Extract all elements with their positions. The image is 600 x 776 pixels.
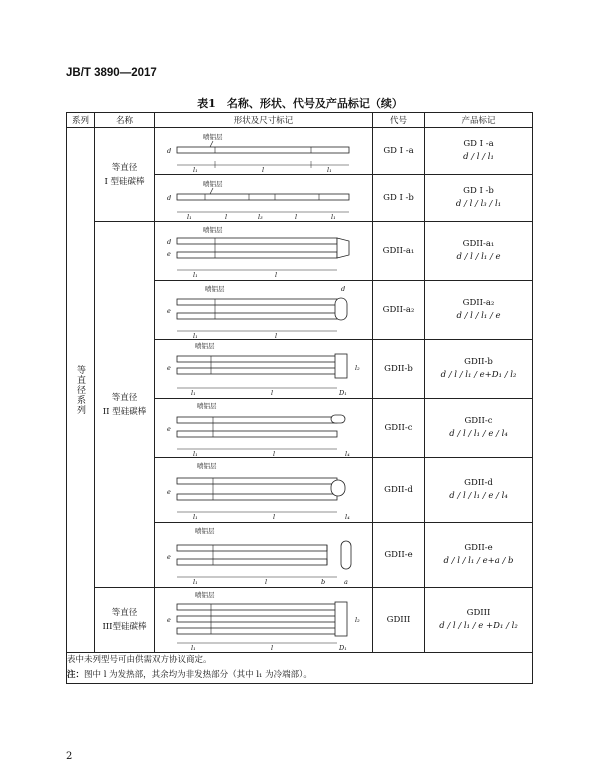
- svg-text:l₁: l₁: [331, 213, 336, 221]
- series-cell: [67, 128, 95, 653]
- table-caption: 表1 名称、形状、代号及产品标记（续）: [197, 97, 403, 110]
- svg-text:l₁: l₁: [327, 166, 332, 174]
- rod-diagram: [155, 340, 373, 398]
- code-cell: GDII-a₁: [373, 222, 425, 281]
- svg-text:l₂: l₂: [355, 616, 360, 624]
- svg-text:喷铝层: 喷铝层: [197, 402, 217, 410]
- group-name: 等直径 III型硅碳棒: [95, 588, 155, 653]
- mark-cell: GD I -a d / l / l₁: [425, 128, 533, 175]
- svg-text:l: l: [265, 578, 268, 586]
- svg-text:l₁: l₁: [193, 166, 198, 174]
- svg-text:e: e: [167, 425, 171, 433]
- svg-text:喷铝层: 喷铝层: [195, 527, 215, 535]
- svg-text:l: l: [273, 450, 276, 457]
- svg-text:b: b: [321, 578, 326, 586]
- shape-figure: [155, 340, 372, 398]
- svg-text:d: d: [341, 285, 346, 293]
- rod-diagram: [155, 458, 373, 522]
- code-cell: GD I -b: [373, 175, 425, 222]
- rod-diagram: [155, 399, 373, 457]
- svg-text:l₄: l₄: [345, 513, 350, 521]
- code-cell: GDII-e: [373, 523, 425, 588]
- code-cell: GDII-b: [373, 340, 425, 399]
- svg-text:d: d: [167, 147, 172, 155]
- rod-diagram: [155, 281, 373, 339]
- svg-text:l: l: [225, 213, 228, 221]
- svg-text:l: l: [295, 213, 298, 221]
- table-header-row: [67, 113, 533, 128]
- code-cell: GDIII: [373, 588, 425, 653]
- table-row: [67, 588, 533, 653]
- shape-figure: [155, 458, 372, 522]
- table-row: [67, 128, 533, 175]
- svg-text:d: d: [167, 194, 172, 202]
- shape-figure: [155, 523, 372, 587]
- mark-cell: GDII-c d / l / l₁ / e / l₄: [425, 399, 533, 458]
- col-header-code: 代号: [373, 113, 425, 128]
- svg-text:l: l: [262, 166, 265, 174]
- shape-figure: [155, 281, 372, 339]
- mark-cell: GDII-a₂ d / l / l₁ / e: [425, 281, 533, 340]
- svg-text:喷铝层: 喷铝层: [205, 285, 225, 293]
- mark-cell: GDII-e d / l / l₁ / e+a / b: [425, 523, 533, 588]
- code-cell: GDII-c: [373, 399, 425, 458]
- rod-diagram: [155, 588, 373, 652]
- svg-text:D₁: D₁: [339, 644, 347, 652]
- table-row: [67, 222, 533, 281]
- shape-figure: [155, 399, 372, 457]
- mark-cell: GDII-d d / l / l₁ / e / l₄: [425, 458, 533, 523]
- standard-code: JB/T 3890—2017: [66, 67, 157, 79]
- rod-diagram: [155, 523, 373, 587]
- col-header-shape: 形状及尺寸标记: [155, 113, 373, 128]
- svg-text:l₂: l₂: [355, 364, 360, 372]
- page-number: 2: [66, 751, 73, 762]
- rod-diagram: [155, 222, 373, 280]
- svg-text:l₄: l₄: [345, 450, 350, 457]
- group-name: 等直径 I 型硅碳棒: [95, 128, 155, 222]
- rod-diagram: [155, 128, 373, 174]
- series-label: 等直径系列: [75, 365, 85, 415]
- svg-text:喷铝层: 喷铝层: [203, 226, 223, 234]
- mark-cell: GDII-b d / l / l₁ / e+D₁ / l₂: [425, 340, 533, 399]
- mark-cell: GDII-a₁ d / l / l₁ / e: [425, 222, 533, 281]
- svg-text:l₁: l₁: [193, 513, 198, 521]
- col-header-mark: 产品标记: [425, 113, 533, 128]
- svg-text:喷铝层: 喷铝层: [195, 591, 215, 599]
- svg-text:l: l: [271, 644, 274, 652]
- svg-text:l₃: l₃: [258, 213, 263, 221]
- svg-text:l₁: l₁: [193, 332, 198, 339]
- rod-diagram: [155, 175, 373, 221]
- shape-figure: [155, 222, 372, 280]
- svg-text:喷铝层: 喷铝层: [197, 462, 217, 470]
- shape-figure: [155, 588, 372, 652]
- svg-text:l: l: [275, 332, 278, 339]
- shape-figure: [155, 128, 372, 174]
- code-cell: GD I -a: [373, 128, 425, 175]
- svg-text:e: e: [167, 488, 171, 496]
- product-table: [66, 112, 533, 684]
- svg-text:l₁: l₁: [191, 389, 196, 397]
- mark-cell: GDIII d / l / l₁ / e +D₁ / l₂: [425, 588, 533, 653]
- svg-text:l: l: [273, 513, 276, 521]
- note-1: 表中未列型号可由供需双方协议商定。: [67, 655, 212, 665]
- svg-text:e: e: [167, 364, 171, 372]
- svg-text:l₁: l₁: [193, 450, 198, 457]
- svg-text:l₁: l₁: [193, 271, 198, 279]
- svg-text:l: l: [275, 271, 278, 279]
- svg-text:喷铝层: 喷铝层: [203, 180, 223, 188]
- svg-text:l: l: [271, 389, 274, 397]
- svg-text:D₁: D₁: [339, 389, 347, 397]
- code-cell: GDII-a₂: [373, 281, 425, 340]
- svg-text:喷铝层: 喷铝层: [195, 342, 215, 350]
- svg-text:e: e: [167, 616, 171, 624]
- svg-text:l₁: l₁: [187, 213, 192, 221]
- svg-text:e: e: [167, 250, 171, 258]
- col-header-name: 名称: [95, 113, 155, 128]
- notes-cell: [67, 653, 533, 684]
- svg-text:e: e: [167, 307, 171, 315]
- svg-text:a: a: [344, 578, 348, 586]
- svg-text:e: e: [167, 553, 171, 561]
- shape-figure: [155, 175, 372, 221]
- svg-text:l₁: l₁: [193, 578, 198, 586]
- svg-text:l₁: l₁: [191, 644, 196, 652]
- notes-row: [67, 653, 533, 684]
- svg-text:d: d: [167, 238, 172, 246]
- code-cell: GDII-d: [373, 458, 425, 523]
- note-2: 注：图中 l 为发热部，其余均为非发热部分（其中 l₁ 为冷端部）。: [67, 670, 312, 680]
- col-header-series: 系列: [67, 113, 95, 128]
- svg-text:喷铝层: 喷铝层: [203, 133, 223, 141]
- group-name: 等直径 II 型硅碳棒: [95, 222, 155, 588]
- mark-cell: GD I -b d / l / l₃ / l₁: [425, 175, 533, 222]
